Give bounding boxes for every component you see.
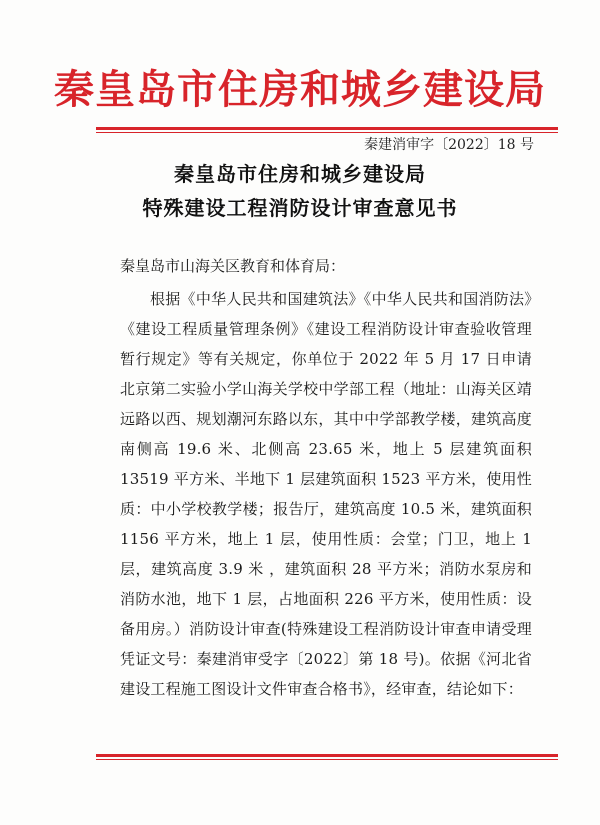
addressee: 秦皇岛市山海关区教育和体育局： [120, 257, 346, 275]
footer-rule-thin [96, 759, 558, 760]
letterhead-rule-thick [96, 127, 558, 130]
document-title-line2: 特殊建设工程消防设计审查意见书 [142, 196, 458, 220]
body-paragraph: 根据《中华人民共和国建筑法》《中华人民共和国消防法》《建设工程质量管理条例》《建设工程消防设计审查验收管理暂行规定》等有关规定，你单位于 2022 年 5 月 17 日申请北京第二实验小学山海关学校中学部工程（地址：山海关区靖远路以西、规划潮河东路以东，其中中学部教学楼，建筑高度南侧高 19.6 米、北侧高 23.65 米，地上 5 层建筑面积 13519 平方米、半地下 1 层建筑面积 1523 平方米，使用性质：中小学校教学楼；报告厅，建筑高度 10.5 米，建筑面积 1156 平方米，地上 1 层，使用性质：会堂；门卫，地上 1 层，建筑高度 3.9 米 ，建筑面积 28 平方米；消防水泵房和消防水池，地下 1 层，占地面积 226 平方米，使用性质：设备用房。）消防设计审查(特殊建设工程消防设计审查申请受理凭证文号：秦建消审受字〔2022〕第 18 号)。依据《河北省建设工程施工图设计文件审查合格书》，经审查，结论如下： [120, 290, 532, 698]
footer-rule-thick [96, 754, 558, 757]
document-number: 秦建消审字〔2022〕18 号 [364, 137, 534, 153]
letterhead-title: 秦皇岛市住房和城乡建设局 [54, 66, 546, 113]
document-title-line1: 秦皇岛市住房和城乡建设局 [174, 162, 426, 186]
letterhead-rule-thin [96, 132, 558, 133]
